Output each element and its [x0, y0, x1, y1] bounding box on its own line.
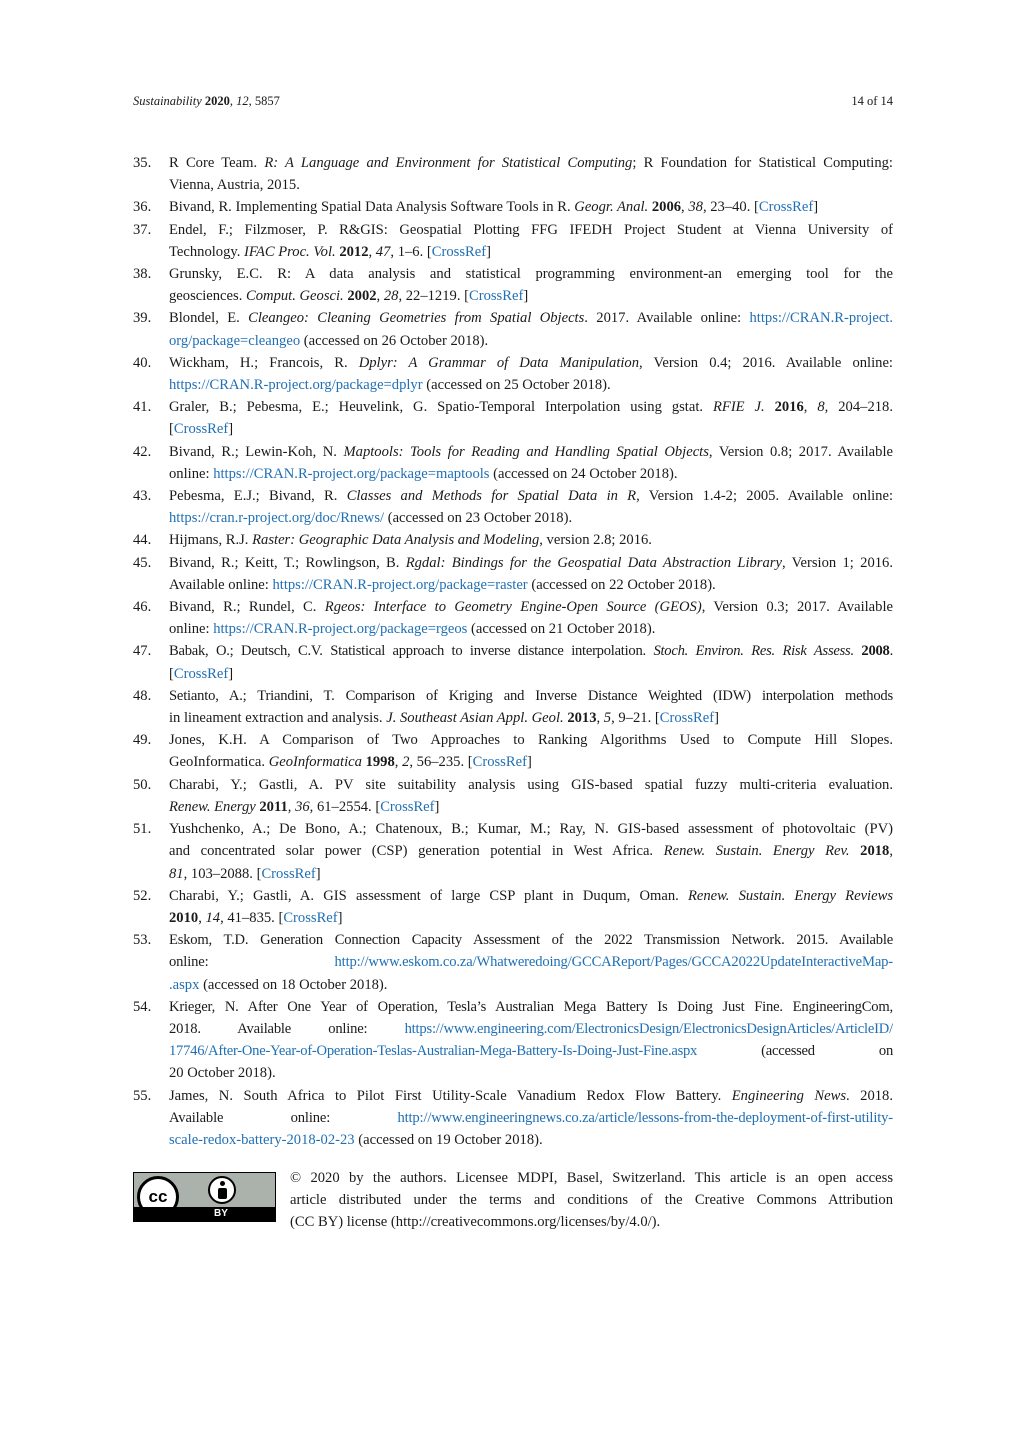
ref-pages: , 103–2088. [	[183, 865, 262, 882]
ref-pages: , 41–835. [	[220, 909, 284, 926]
ref-journal: Renew. Sustain. Energy Rev.	[663, 843, 850, 860]
ref-title: Rgdal: Bindings for the Geospatial Data Abstraction Library	[405, 554, 782, 571]
url-link[interactable]: https://www.engineering.com/ElectronicsDesign/ElectronicsDesignArticles/ArticleID/	[404, 1020, 893, 1037]
ref-text: Eskom, T.D. Generation Connection Capacity Assessment of the 2022 Transmission Network. 2015. Available	[169, 932, 893, 949]
license-line: © 2020 by the authors. Licensee MDPI, Basel, Switzerland. This article is an open access	[290, 1170, 893, 1186]
reference-number: 35.	[133, 155, 152, 171]
ref-text: online:	[169, 621, 210, 638]
badge-by-label: BY	[214, 1208, 228, 1219]
ref-text: (accessed on 25 October 2018).	[426, 377, 611, 394]
ref-text: Vienna, Austria, 2015.	[169, 177, 300, 194]
ref-text: [	[169, 665, 174, 682]
license-line: (CC BY) license (http://creativecommons.org/licenses/by/4.0/).	[290, 1214, 661, 1231]
journal-year: 2020	[204, 94, 230, 108]
crossref-link[interactable]: CrossRef	[380, 798, 435, 815]
reference-number: 44.	[133, 532, 152, 549]
ref-text: Endel, F.; Filzmoser, P. R&GIS: Geospatial Plotting FFG IFEDH Project Student at Vienna University of	[169, 221, 893, 238]
ref-text: ]	[486, 243, 491, 260]
ref-text: (accessed on 18 October 2018).	[203, 976, 388, 993]
ref-text: Setianto, A.; Triandini, T. Comparison of Kriging and Inverse Distance Weighted (IDW) interpolation methods	[169, 687, 893, 704]
ref-text: R Core Team.	[169, 155, 258, 171]
reference-number: 50.	[133, 776, 152, 793]
ref-volume: 2	[402, 754, 410, 771]
ref-pages: , 22–1219. [	[398, 288, 469, 305]
ref-title: R: A Language and Environment for Statistical Computing	[264, 155, 633, 171]
ref-text: , Version 0.8; 2017. Available	[708, 443, 893, 460]
ref-volume: 81	[169, 865, 184, 882]
ref-text: (accessed on 19 October 2018).	[358, 1131, 543, 1148]
ref-text: .	[889, 643, 893, 660]
ref-title: Classes and Methods for Spatial Data in R	[346, 488, 637, 505]
url-link[interactable]: org/package=cleangeo	[169, 332, 301, 349]
reference-number: 41.	[133, 399, 152, 416]
ref-journal: GeoInformatica	[268, 754, 362, 771]
reference-number: 36.	[133, 199, 152, 216]
ref-text: Krieger, N. After One Year of Operation, Tesla’s Australian Mega Battery Is Doing Just Fine. EngineeringCom,	[169, 998, 893, 1015]
ref-year: 2011	[259, 798, 288, 815]
ref-pages: , 56–235. [	[409, 754, 473, 771]
reference-number: 53.	[133, 932, 152, 949]
ref-text: 2018. Available online:	[169, 1020, 368, 1037]
url-link[interactable]: http://www.engineeringnews.co.za/article/lessons-from-the-deployment-of-first-utility-	[397, 1109, 893, 1126]
ref-text: , Version 1.4-2; 2005. Available online:	[636, 488, 893, 505]
ref-text: , Version 0.3; 2017. Available	[701, 599, 893, 616]
running-header: Sustainability 2020, 12, 5857 14 of 14	[133, 94, 893, 108]
ref-text: Graler, B.; Pebesma, E.; Heuvelink, G. Spatio-Temporal Interpolation using gstat.	[169, 399, 704, 416]
reference-47	[133, 640, 893, 684]
reference-number: 55.	[133, 1087, 152, 1104]
cc-icon: cc	[137, 1176, 179, 1218]
ref-text: ]	[714, 710, 719, 727]
ref-text: 20 October 2018).	[169, 1065, 276, 1082]
ref-text: , Version 1; 2016.	[781, 554, 893, 571]
ref-text: Yushchenko, A.; De Bono, A.; Chatenoux, B.; Kumar, M.; Ray, N. GIS-based assessment of photovoltaic (PV)	[169, 821, 893, 838]
ref-text: Charabi, Y.; Gastli, A. PV site suitability analysis using GIS-based spatial fuzzy multi-criteria evaluation.	[169, 776, 893, 793]
reference-35	[133, 152, 893, 196]
ref-text: , version 2.8; 2016.	[539, 532, 652, 549]
article-number: 5857	[254, 94, 280, 108]
ref-volume: 28	[383, 288, 399, 305]
ref-volume: 14	[205, 909, 221, 926]
reference-number: 43.	[133, 488, 152, 505]
crossref-link[interactable]: CrossRef	[659, 710, 715, 727]
ref-text: in lineament extraction and analysis.	[169, 710, 383, 727]
ref-text: Wickham, H.; Francois, R.	[169, 354, 348, 371]
license-line: article distributed under the terms and conditions of the Creative Commons Attribution	[290, 1192, 893, 1209]
ref-pages: , 1–6. [	[390, 243, 432, 260]
reference-number: 40.	[133, 354, 152, 371]
reference-42	[133, 441, 893, 485]
ref-journal: RFIE J.	[712, 399, 765, 416]
reference-43	[133, 485, 893, 529]
ref-text: James, N. South Africa to Pilot First Utility-Scale Vanadium Redox Flow Battery.	[169, 1087, 722, 1104]
ref-year: 2012	[339, 243, 369, 260]
badge-strip	[134, 1207, 275, 1221]
ref-text: Blondel, E.	[169, 310, 240, 327]
license-text	[290, 1167, 893, 1234]
crossref-link[interactable]: CrossRef	[173, 421, 229, 438]
ref-pages: , 61–2554. [	[309, 798, 381, 815]
ref-text: Available online:	[169, 1109, 331, 1126]
ref-year: 2008	[861, 643, 890, 660]
url-link[interactable]: http://www.eskom.co.za/Whatweredoing/GCCAReport/Pages/GCCA2022UpdateInteractiveMap-	[334, 954, 893, 971]
ref-year: 2006	[651, 199, 682, 216]
crossref-link[interactable]: CrossRef	[468, 288, 524, 305]
reference-list	[133, 152, 893, 1151]
reference-45	[133, 552, 893, 596]
reference-44	[133, 529, 893, 551]
ref-volume: 36	[295, 798, 310, 815]
reference-54	[133, 996, 893, 1085]
ref-text: online:	[169, 954, 209, 971]
ref-text: ]	[523, 288, 529, 305]
url-link[interactable]: .aspx	[169, 976, 200, 993]
ref-text: Pebesma, E.J.; Bivand, R.	[169, 488, 338, 505]
reference-55	[133, 1085, 893, 1152]
reference-number: 39.	[133, 310, 152, 327]
page-number: 14 of 14	[851, 94, 893, 108]
journal-volume: 12	[236, 94, 249, 108]
url-link[interactable]: https://CRAN.R-project.org/package=dplyr	[169, 377, 423, 394]
ref-journal: Stoch. Environ. Res. Risk Assess.	[653, 643, 854, 660]
ref-text: geosciences.	[169, 288, 243, 305]
ref-year: 2010	[169, 909, 199, 926]
license-block	[133, 1167, 893, 1237]
reference-51: 51. Yushchenko, A.; De Bono, A.; Chatenoux, B.; Kumar, M.; Ray, N. GIS-based assessment of photovoltaic (PV) and concentrated solar power (CSP) generation potential in West Africa. Renew. Sustain. Energy Rev. 2018, 81, 103–2088. [CrossRef]	[133, 818, 893, 885]
url-link[interactable]: scale-redox-battery-2018-02-23	[169, 1131, 355, 1148]
ref-pages: , 9–21. [	[611, 710, 660, 727]
ref-title: Cleangeo: Cleaning Geometries from Spatial Objects	[248, 310, 585, 327]
reference-40	[133, 352, 893, 396]
url-link[interactable]: https://CRAN.R-project.org/package=rgeos	[213, 621, 468, 638]
ref-volume: 47	[375, 243, 391, 260]
ref-text: ]	[228, 665, 234, 682]
reference-number: 46.	[133, 599, 152, 616]
ref-journal: J. Southeast Asian Appl. Geol.	[386, 710, 564, 727]
ref-title: Rgeos: Interface to Geometry Engine-Open Source (GEOS)	[324, 599, 702, 616]
ref-year: 2013	[567, 710, 597, 727]
ref-text: . 2018.	[846, 1087, 893, 1104]
reference-number: 42.	[133, 443, 152, 460]
ref-title: Maptools: Tools for Reading and Handling Spatial Objects	[343, 443, 709, 460]
ref-volume: 8	[817, 399, 825, 416]
reference-number: 51.	[133, 821, 152, 838]
ref-text: , Version 0.4; 2016. Available online:	[639, 354, 893, 371]
ref-journal: Geogr. Anal.	[574, 199, 649, 216]
reference-39	[133, 307, 893, 351]
ref-text: ]	[526, 754, 532, 771]
ref-text: GeoInformatica.	[169, 754, 266, 771]
crossref-link[interactable]: CrossRef	[431, 243, 487, 260]
ref-journal: IFAC Proc. Vol.	[244, 243, 336, 260]
crossref-link[interactable]: CrossRef	[261, 865, 316, 882]
reference-number: 37.	[133, 221, 152, 238]
ref-text: Available online:	[169, 576, 269, 593]
ref-text: (accessed on 21 October 2018).	[470, 621, 656, 638]
ref-text: Hijmans, R.J.	[169, 532, 249, 549]
ref-year: 2018	[860, 843, 890, 860]
ref-title: Raster: Geographic Data Analysis and Modeling	[252, 532, 540, 549]
ref-text: Babak, O.; Deutsch, C.V. Statistical approach to inverse distance interpolation.	[169, 643, 646, 660]
ref-text: (accessed on 24 October 2018).	[493, 465, 678, 482]
ref-text: (accessed on 23 October 2018).	[387, 510, 573, 527]
ref-text: Bivand, R.; Lewin-Koh, N.	[169, 443, 337, 460]
ref-text: ]	[337, 909, 343, 926]
ref-journal: Engineering News	[731, 1087, 847, 1104]
ref-journal: Renew. Sustain. Energy Reviews	[687, 887, 893, 904]
reference-number: 47.	[133, 643, 152, 660]
url-link[interactable]: 17746/After-One-Year-of-Operation-Teslas-Australian-Mega-Battery-Is-Doing-Just-Fine.aspx	[169, 1043, 698, 1060]
crossref-link[interactable]: CrossRef	[283, 909, 338, 926]
url-link[interactable]: https://CRAN.R-project.org/package=maptools	[213, 465, 490, 482]
ref-title: Dplyr: A Grammar of Data Manipulation	[358, 354, 640, 371]
ref-pages: , 204–218.	[824, 399, 893, 416]
ref-text: and concentrated solar power (CSP) generation potential in West Africa.	[169, 843, 654, 860]
attribution-person-icon	[208, 1176, 236, 1204]
ref-text: ; R Foundation for Statistical Computing:	[632, 155, 893, 171]
ref-text: Jones, K.H. A Comparison of Two Approaches to Ranking Algorithms Used to Compute Hill Slopes.	[169, 732, 893, 749]
reference-46	[133, 596, 893, 640]
creative-commons-by-icon[interactable]	[133, 1172, 276, 1222]
reference-number: 49.	[133, 732, 152, 749]
ref-text: ]	[228, 421, 234, 438]
ref-text: (accessed on	[761, 1043, 893, 1060]
ref-text: Bivand, R.; Rundel, C.	[169, 599, 317, 616]
url-link[interactable]: https://cran.r-project.org/doc/Rnews/	[169, 510, 385, 527]
ref-year: 2002	[347, 288, 377, 305]
ref-text: Charabi, Y.; Gastli, A. GIS assessment of large CSP plant in Duqum, Oman.	[169, 887, 679, 904]
reference-number: 38.	[133, 266, 152, 283]
reference-41: 41. Graler, B.; Pebesma, E.; Heuvelink, G. Spatio-Temporal Interpolation using gstat. RFIE J. 2016, 8, 204–218. [CrossRef]	[133, 396, 893, 440]
ref-text: ]	[434, 798, 440, 815]
reference-53	[133, 929, 893, 996]
ref-text: (accessed on 22 October 2018).	[531, 576, 716, 593]
reference-36: 36. Bivand, R. Implementing Spatial Data Analysis Software Tools in R. Geogr. Anal. 2006, 38, 23–40. [CrossRef]	[133, 196, 893, 218]
ref-volume: 38	[688, 199, 703, 216]
ref-text: (accessed on 26 October 2018).	[303, 332, 489, 349]
reference-number: 52.	[133, 887, 152, 904]
url-link[interactable]: https://CRAN.R-project.	[749, 310, 893, 327]
reference-52: 52. Charabi, Y.; Gastli, A. GIS assessment of large CSP plant in Duqum, Oman. Renew. Sustain. Energy Reviews 2010, 14, 41–835. [CrossRef]	[133, 885, 893, 929]
ref-journal: Comput. Geosci.	[246, 288, 344, 305]
ref-text: Bivand, R.; Keitt, T.; Rowlingson, B.	[169, 554, 400, 571]
reference-number: 48.	[133, 687, 152, 704]
ref-text: Bivand, R. Implementing Spatial Data Analysis Software Tools in R.	[169, 199, 571, 216]
reference-number: 54.	[133, 998, 152, 1015]
crossref-link[interactable]: CrossRef	[173, 665, 229, 682]
ref-text: [	[169, 421, 174, 438]
reference-50: 50. Charabi, Y.; Gastli, A. PV site suitability analysis using GIS-based spatial fuzzy multi-criteria evaluation. Renew. Energy 2011, 36, 61–2554. [CrossRef]	[133, 774, 893, 818]
url-link[interactable]: https://CRAN.R-project.org/package=raster	[272, 576, 528, 593]
ref-text: Grunsky, E.C. R: A data analysis and statistical programming environment-an emerging tool for the	[169, 266, 893, 283]
ref-text: online:	[169, 465, 210, 482]
ref-year: 2016	[774, 399, 804, 416]
ref-text: ]	[315, 865, 321, 882]
ref-year: 1998	[365, 754, 395, 771]
crossref-link[interactable]: CrossRef	[472, 754, 527, 771]
reference-37: 37. Endel, F.; Filzmoser, P. R&GIS: Geospatial Plotting FFG IFEDH Project Student at Vienna University of Technology. IFAC Proc. Vol. 2012, 47, 1–6. [CrossRef]	[133, 219, 893, 263]
ref-text: Technology.	[169, 243, 241, 260]
ref-text: ]	[813, 199, 819, 216]
reference-49: 49. Jones, K.H. A Comparison of Two Approaches to Ranking Algorithms Used to Compute Hill Slopes. GeoInformatica. GeoInformatica 1998, 2, 56–235. [CrossRef]	[133, 729, 893, 773]
ref-journal: Renew. Energy	[169, 798, 256, 815]
reference-number: 45.	[133, 554, 152, 571]
ref-volume: 5	[603, 710, 612, 727]
ref-pages: , 23–40. [	[702, 199, 759, 216]
reference-48: 48. Setianto, A.; Triandini, T. Comparison of Kriging and Inverse Distance Weighted (IDW) interpolation methods in lineament extraction and analysis. J. Southeast Asian Appl. Geol. 2013, 5, 9–21. [CrossRef]	[133, 685, 893, 729]
ref-text: . 2017. Available online:	[584, 310, 742, 327]
journal-name: Sustainability	[133, 94, 202, 108]
crossref-link[interactable]: CrossRef	[758, 199, 814, 216]
reference-38: 38. Grunsky, E.C. R: A data analysis and statistical programming environment-an emerging tool for the geosciences. Comput. Geosci. 2002, 28, 22–1219. [CrossRef]	[133, 263, 893, 307]
